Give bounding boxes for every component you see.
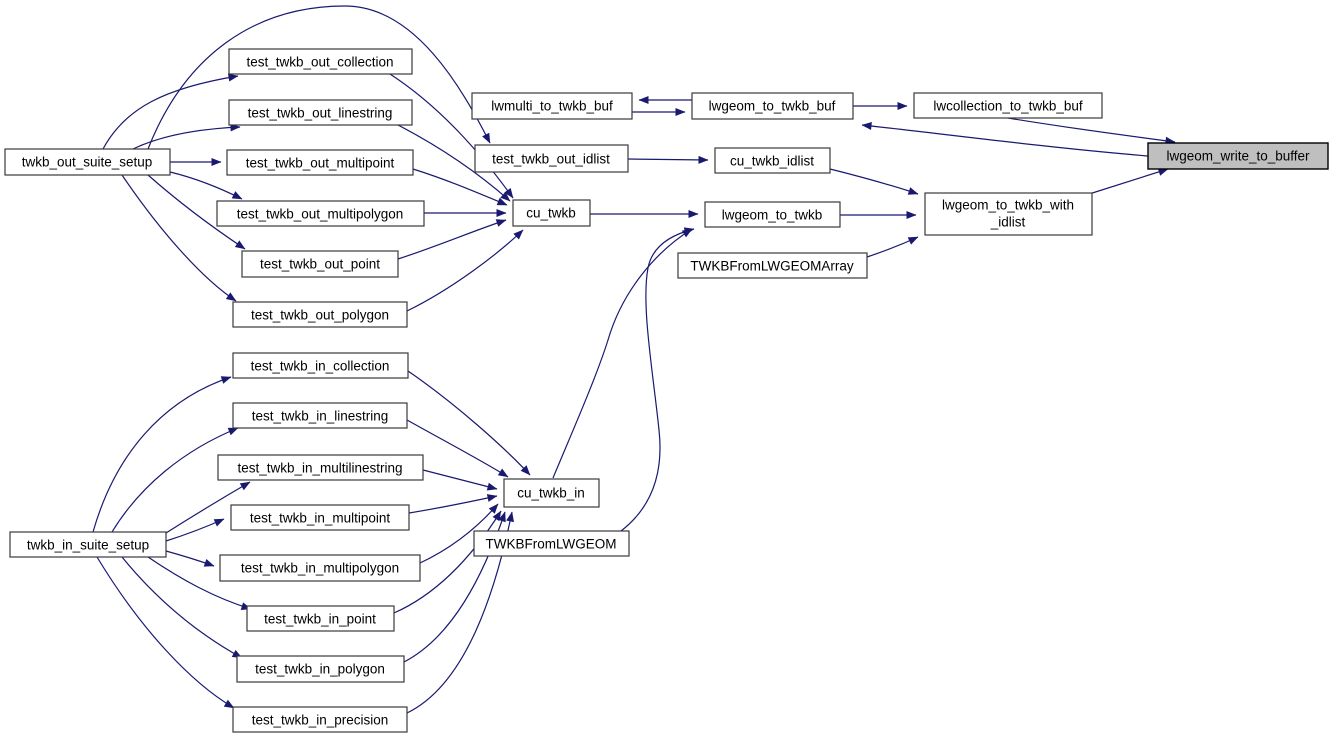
node-test_twkb_in_multipoint[interactable] [231, 505, 409, 530]
edge-lwgeom_to_twkb_with_idlist-to-lwgeom_write_to_buffer [1086, 169, 1168, 195]
node-cu_twkb_idlist[interactable] [715, 148, 830, 173]
node-lwgeom_to_twkb[interactable] [705, 202, 840, 227]
svg-text:test_twkb_out_linestring: test_twkb_out_linestring [247, 105, 393, 121]
edge-lwcollection_to_twkb_buf-to-lwgeom_write_to_buffer [1008, 118, 1175, 142]
edge-cu_twkb_idlist-to-lwgeom_to_twkb_with_idlist [830, 169, 918, 194]
node-test_twkb_out_polygon[interactable] [233, 302, 407, 327]
node-test_twkb_out_point[interactable] [242, 251, 398, 277]
svg-text:TWKBFromLWGEOM: TWKBFromLWGEOM [485, 536, 617, 552]
node-twkb_out_suite_setup[interactable] [5, 149, 170, 175]
svg-text:test_twkb_out_multipolygon: test_twkb_out_multipolygon [236, 206, 404, 222]
node-lwgeom_to_twkb_with_idlist[interactable] [925, 193, 1092, 235]
edge-twkb_out_suite_setup-to-test_twkb_out_polygon [122, 175, 236, 301]
svg-text:test_twkb_out_multipoint: test_twkb_out_multipoint [245, 155, 395, 171]
edge-TWKBFromLWGEOMArray-to-lwgeom_to_twkb_with_idlist [867, 237, 918, 257]
svg-text:test_twkb_in_linestring: test_twkb_in_linestring [251, 408, 389, 424]
node-lwgeom_write_to_buffer[interactable] [1148, 143, 1328, 169]
node-test_twkb_in_precision[interactable] [233, 707, 407, 732]
svg-text:twkb_in_suite_setup: twkb_in_suite_setup [26, 537, 150, 553]
edge-lwgeom_write_to_buffer-to-lwgeom_to_twkb_buf [862, 125, 1148, 156]
node-cu_twkb[interactable] [513, 200, 590, 226]
edge-cu_twkb_in-to-lwgeom_to_twkb [553, 229, 692, 478]
node-TWKBFromLWGEOMArray[interactable] [678, 253, 867, 278]
edge-test_twkb_in_multipoint-to-cu_twkb_in [409, 496, 497, 513]
svg-text:test_twkb_out_idlist: test_twkb_out_idlist [492, 151, 610, 167]
node-test_twkb_in_point[interactable] [247, 606, 394, 631]
node-test_twkb_in_multipolygon[interactable] [220, 555, 420, 581]
edge-twkb_out_suite_setup-to-test_twkb_out_collection [103, 76, 238, 149]
svg-text:lwgeom_write_to_buffer: lwgeom_write_to_buffer [1166, 148, 1310, 164]
svg-text:lwgeom_to_twkb: lwgeom_to_twkb [721, 207, 823, 223]
edge-twkb_in_suite_setup-to-test_twkb_in_multipoint [166, 519, 224, 541]
node-lwgeom_to_twkb_buf[interactable] [692, 93, 853, 119]
svg-text:test_twkb_out_collection: test_twkb_out_collection [246, 54, 394, 70]
svg-text:test_twkb_in_multilinestring: test_twkb_in_multilinestring [237, 460, 403, 476]
svg-text:lwgeom_to_twkb_buf: lwgeom_to_twkb_buf [708, 98, 836, 114]
node-lwcollection_to_twkb_buf[interactable] [914, 93, 1102, 118]
node-test_twkb_in_linestring[interactable] [233, 403, 407, 428]
edge-test_twkb_out_polygon-to-cu_twkb [407, 230, 523, 311]
edge-test_twkb_out_idlist-to-cu_twkb_idlist [628, 159, 708, 160]
svg-text:test_twkb_in_polygon: test_twkb_in_polygon [255, 661, 385, 677]
node-test_twkb_in_collection[interactable] [233, 353, 408, 378]
svg-text:twkb_out_suite_setup: twkb_out_suite_setup [21, 154, 153, 170]
svg-text:test_twkb_out_point: test_twkb_out_point [259, 256, 381, 272]
svg-text:cu_twkb_idlist: cu_twkb_idlist [729, 153, 815, 169]
edge-test_twkb_in_collection-to-cu_twkb_in [408, 371, 530, 475]
edge-twkb_in_suite_setup-to-test_twkb_in_multipolygon [166, 551, 214, 566]
node-TWKBFromLWGEOM[interactable] [474, 531, 629, 556]
node-test_twkb_in_multilinestring[interactable] [218, 455, 423, 480]
svg-text:test_twkb_in_precision: test_twkb_in_precision [251, 712, 389, 728]
svg-text:test_twkb_out_polygon: test_twkb_out_polygon [250, 307, 390, 323]
svg-text:cu_twkb: cu_twkb [526, 205, 576, 221]
node-layer [5, 49, 1328, 732]
svg-text:test_twkb_in_multipolygon: test_twkb_in_multipolygon [240, 560, 400, 576]
node-lwmulti_to_twkb_buf[interactable] [472, 93, 632, 119]
svg-text:lwmulti_to_twkb_buf: lwmulti_to_twkb_buf [491, 98, 613, 114]
edge-test_twkb_in_multilinestring-to-cu_twkb_in [423, 470, 497, 489]
svg-text:_idlist: _idlist [990, 214, 1026, 230]
svg-text:cu_twkb_in: cu_twkb_in [517, 485, 585, 501]
node-test_twkb_out_multipoint[interactable] [227, 150, 413, 175]
edge-twkb_out_suite_setup-to-test_twkb_out_idlist [148, 6, 490, 149]
node-cu_twkb_in[interactable] [504, 479, 599, 507]
edge-twkb_in_suite_setup-to-test_twkb_in_precision [97, 557, 234, 708]
svg-text:test_twkb_in_point: test_twkb_in_point [264, 611, 376, 627]
node-test_twkb_out_linestring[interactable] [229, 100, 412, 125]
node-test_twkb_out_collection[interactable] [229, 49, 412, 74]
node-test_twkb_out_multipolygon[interactable] [217, 201, 424, 226]
svg-text:lwgeom_to_twkb_with: lwgeom_to_twkb_with [941, 197, 1075, 213]
node-test_twkb_out_idlist[interactable] [475, 145, 628, 172]
svg-text:TWKBFromLWGEOMArray: TWKBFromLWGEOMArray [690, 258, 854, 274]
edge-twkb_in_suite_setup-to-test_twkb_in_collection [93, 377, 231, 532]
svg-text:test_twkb_in_multipoint: test_twkb_in_multipoint [249, 510, 391, 526]
node-test_twkb_in_polygon[interactable] [237, 656, 404, 682]
node-twkb_in_suite_setup[interactable] [10, 532, 166, 557]
edge-twkb_out_suite_setup-to-test_twkb_out_multipolygon [170, 172, 242, 199]
svg-text:lwcollection_to_twkb_buf: lwcollection_to_twkb_buf [933, 98, 1083, 114]
svg-text:test_twkb_in_collection: test_twkb_in_collection [250, 358, 390, 374]
